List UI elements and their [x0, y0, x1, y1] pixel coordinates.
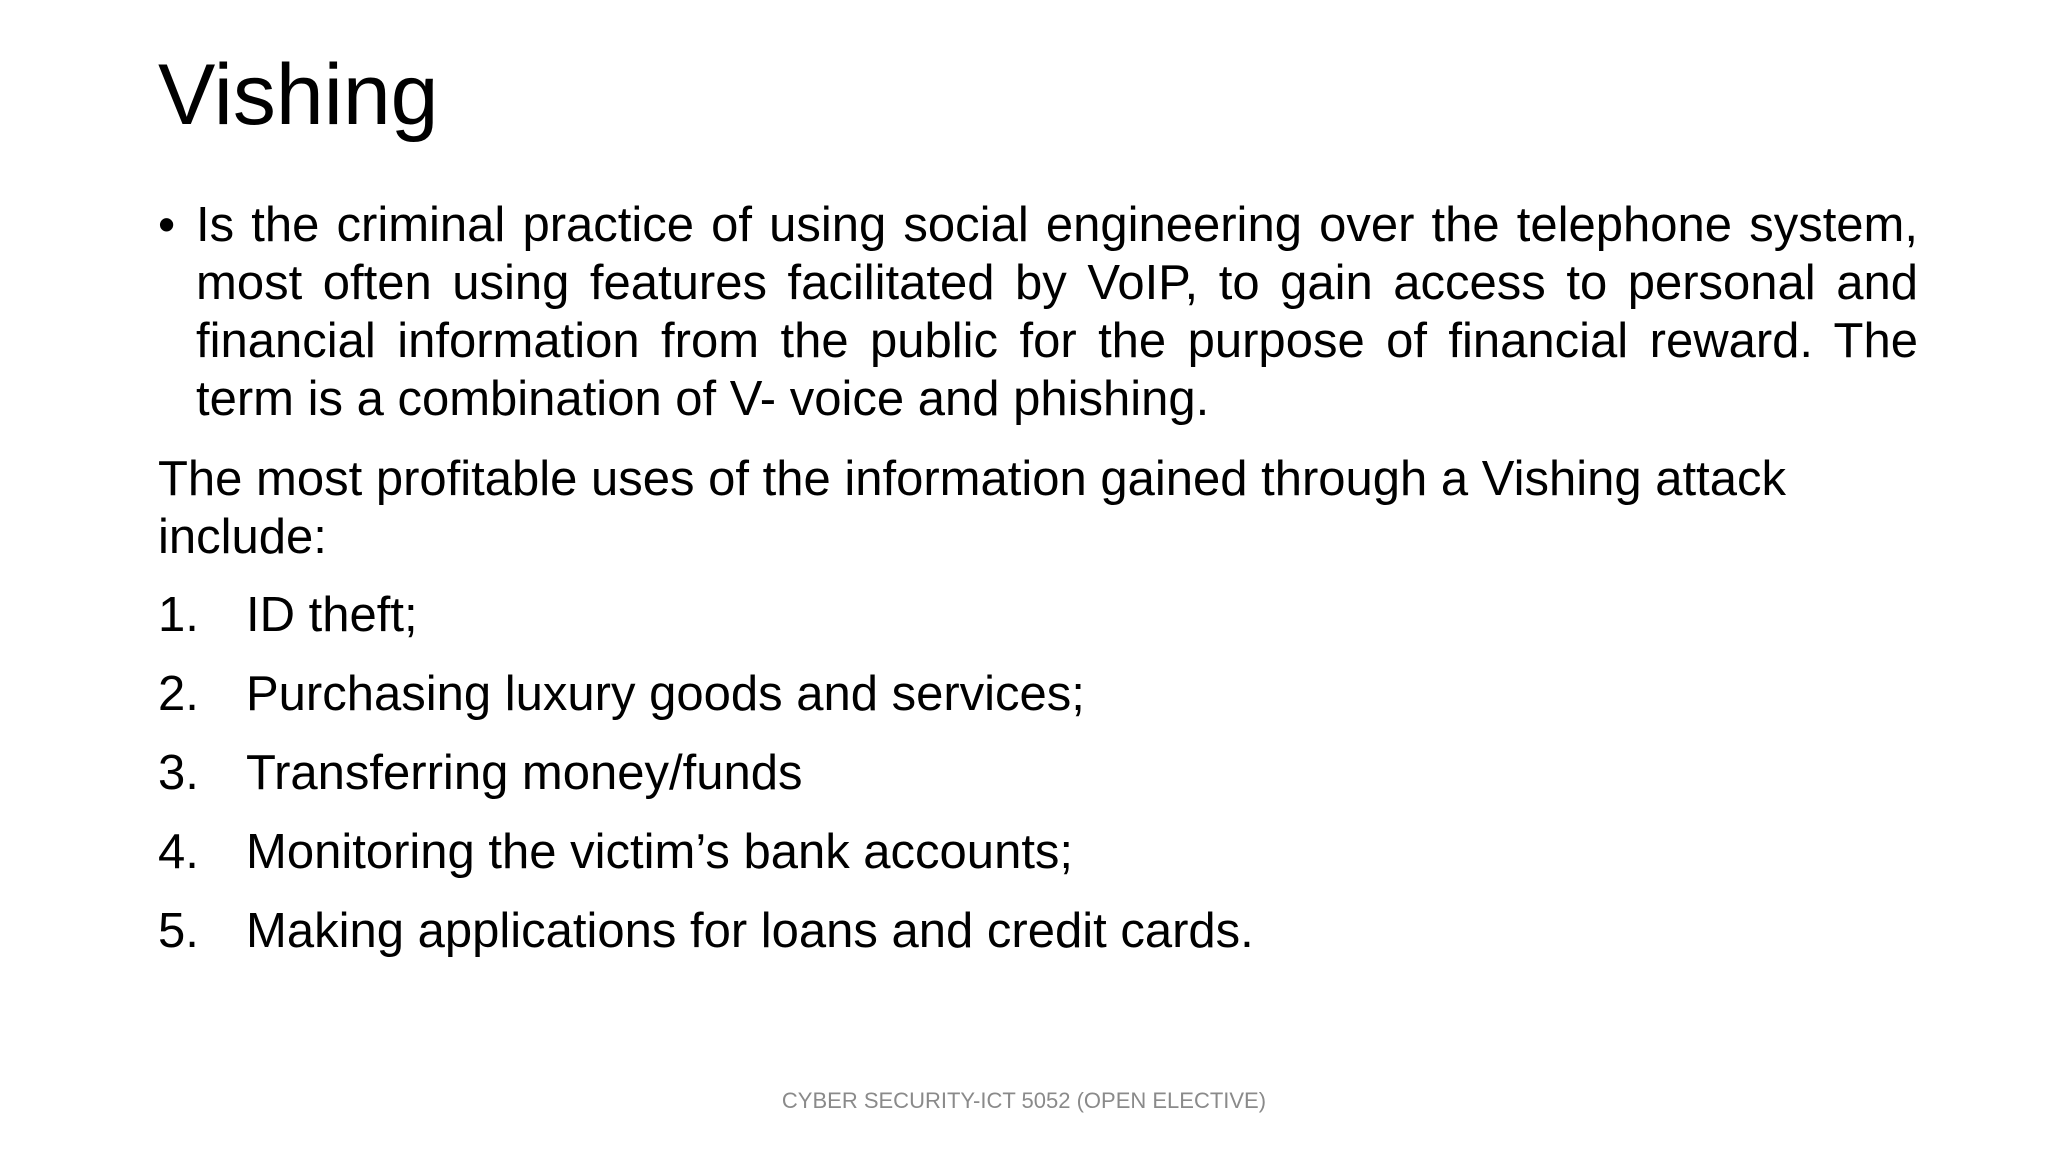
list-item: [158, 744, 1918, 802]
list-item-number: 4.: [158, 825, 199, 879]
list-item-text: Purchasing luxury goods and services;: [246, 667, 1085, 721]
list-item: [158, 586, 1918, 644]
slide-content: [158, 196, 1918, 981]
list-item-number: 5.: [158, 904, 199, 958]
bullet-text: Is the criminal practice of using social engineering over the telephone system, most often using features facilitated by VoIP, to gain access to personal and financial information from the public for the purpose of financial reward. The term is a combination of V- voice and phishing.: [196, 198, 1918, 426]
list-item-text: Making applications for loans and credit cards.: [246, 904, 1254, 958]
list-item: [158, 823, 1918, 881]
list-item-text: Transferring money/funds: [246, 746, 803, 800]
bullet-item: [158, 196, 1918, 428]
list-item-text: Monitoring the victim’s bank accounts;: [246, 825, 1074, 879]
list-item-number: 1.: [158, 588, 199, 642]
intro-paragraph: The most profitable uses of the information gained through a Vishing attack include:: [158, 452, 1786, 564]
slide-footer: CYBER SECURITY-ICT 5052 (OPEN ELECTIVE): [781, 1088, 1267, 1113]
list-item-number: 2.: [158, 667, 199, 721]
numbered-list: [158, 586, 1918, 960]
list-item-text: ID theft;: [246, 588, 418, 642]
list-item: [158, 665, 1918, 723]
list-item: [158, 902, 1918, 960]
slide-title: Vishing: [158, 47, 439, 143]
list-item-number: 3.: [158, 746, 199, 800]
bullet-marker: •: [158, 198, 176, 252]
